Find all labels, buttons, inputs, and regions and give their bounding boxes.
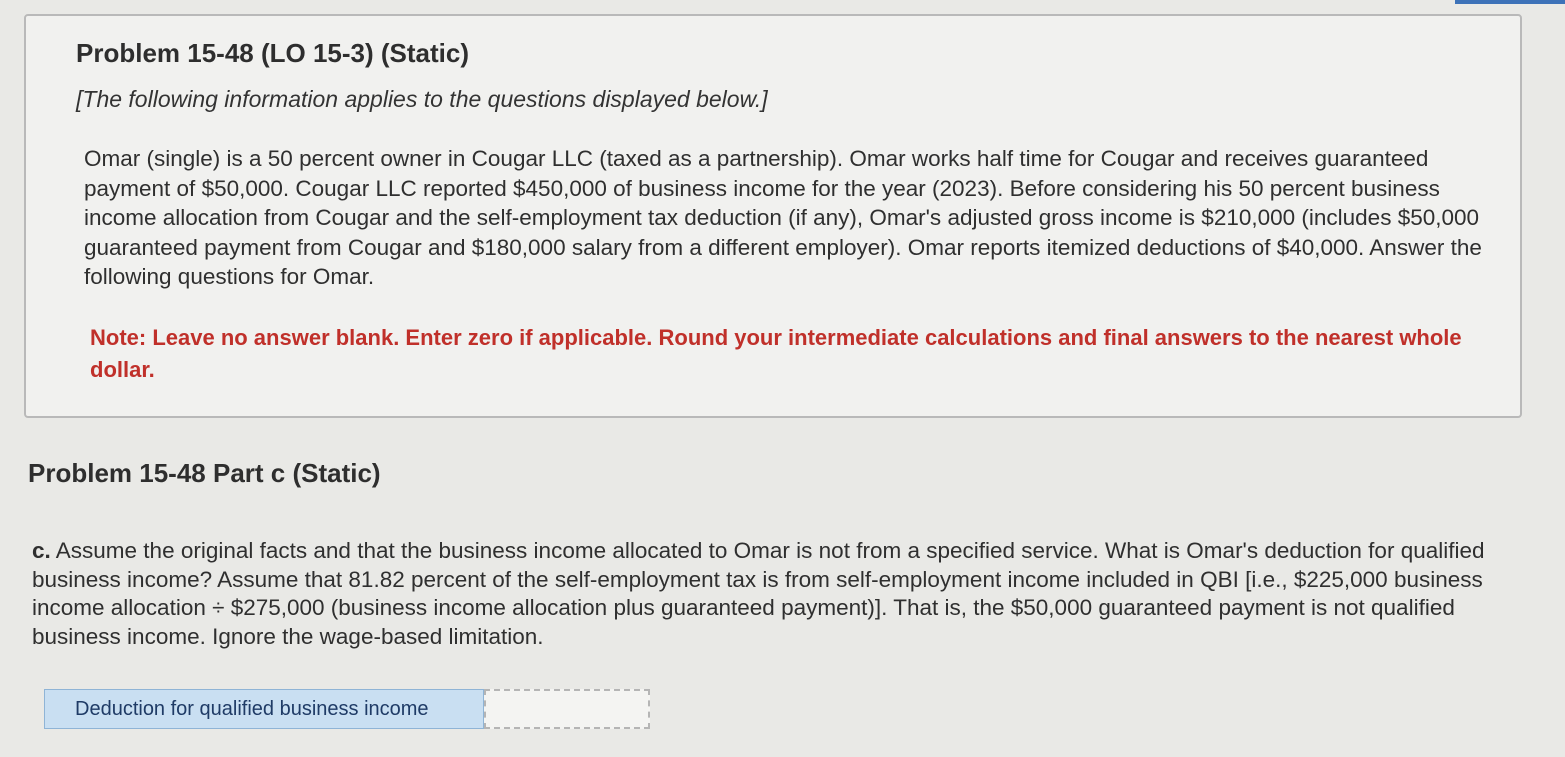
question-text: Assume the original facts and that the business income allocated to Omar is not from a specified service. What is Omar's deduction for qualified business income? Assume that 81.82 percent of the self-employment tax is from self-employment income included in QBI [i.e., $225,000 business income allocation ÷ $275,000 (business income allocation plus guaranteed payment)]. That is, the $50,000 guaranteed payment is not qualified business income. Ignore the wage-based limitation.: [32, 538, 1485, 649]
qbi-deduction-input[interactable]: [484, 689, 650, 729]
top-accent-bar: [1455, 0, 1565, 4]
part-title: Problem 15-48 Part c (Static): [28, 458, 381, 488]
problem-note: Note: Leave no answer blank. Enter zero if applicable. Round your intermediate calculations and final answers to the nearest whole dollar.: [90, 325, 1462, 382]
problem-intro: [The following information applies to the questions displayed below.]: [76, 86, 768, 112]
answer-row: [44, 689, 650, 729]
question-c: [32, 537, 1512, 651]
problem-info-box: [24, 14, 1522, 418]
problem-title: Problem 15-48 (LO 15-3) (Static): [76, 38, 469, 68]
problem-facts: Omar (single) is a 50 percent owner in Cougar LLC (taxed as a partnership). Omar works half time for Cougar and receives guaranteed payment of $50,000. Cougar LLC reported $450,000 of business income for the year (2023). Before considering his 50 percent business income allocation from Cougar and the self-employment tax deduction (if any), Omar's adjusted gross income is $210,000 (includes $50,000 guaranteed payment from Cougar and $180,000 salary from a different employer). Omar reports itemized deductions of $40,000. Answer the following questions for Omar.: [84, 146, 1482, 289]
question-letter: c.: [32, 538, 51, 563]
answer-label: Deduction for qualified business income: [44, 689, 484, 729]
